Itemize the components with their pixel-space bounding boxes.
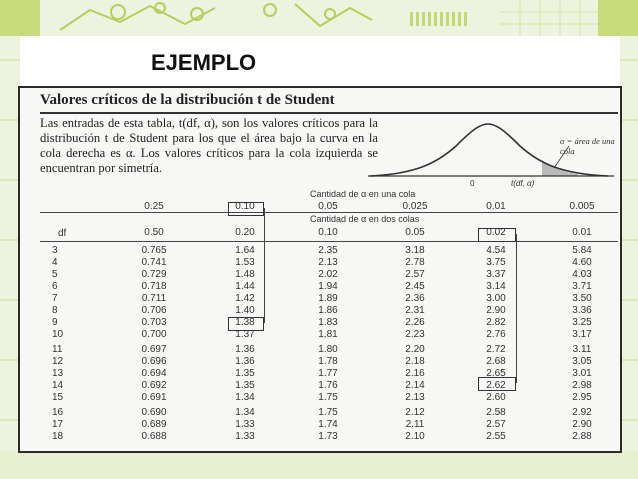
table-cell: 1.64 <box>235 245 255 256</box>
slide-title: EJEMPLO <box>151 50 257 75</box>
table-cell: 1.94 <box>318 281 338 292</box>
header-rule-top <box>40 212 618 213</box>
title-divider <box>40 112 618 114</box>
table-cell: 0.703 <box>141 317 167 328</box>
curve-zero-label: 0 <box>470 179 475 188</box>
df-cell: 9 <box>52 317 58 328</box>
table-cell: 5.84 <box>572 245 592 256</box>
table-cell: 2.36 <box>405 293 425 304</box>
table-cell: 2.92 <box>572 407 592 418</box>
table-cell: 0.700 <box>141 329 167 340</box>
table-cell: 2.16 <box>405 368 425 379</box>
header-rule-bottom <box>40 241 618 242</box>
curve-area-label: α = área de una cola <box>560 136 615 156</box>
table-cell: 4.03 <box>572 269 592 280</box>
table-cell: 1.48 <box>235 269 255 280</box>
table-cell: 2.98 <box>572 380 592 391</box>
table-cell: 0.765 <box>141 245 167 256</box>
table-cell: 1.73 <box>318 431 338 442</box>
table-cell: 0.691 <box>141 392 167 403</box>
table-cell: 1.40 <box>235 305 255 316</box>
df-cell: 5 <box>52 269 58 280</box>
table-cell: 2.31 <box>405 305 425 316</box>
table-cell: 2.82 <box>486 317 506 328</box>
two-tail-caption: Cantidad de α en dos colas <box>310 214 420 224</box>
table-cell: 2.62 <box>486 380 506 391</box>
table-title: Valores críticos de la distribución t de Student <box>40 92 335 108</box>
one-tail-alpha: 0.05 <box>318 201 338 212</box>
table-cell: 0.694 <box>141 368 167 379</box>
table-cell: 2.11 <box>405 419 425 430</box>
table-cell: 3.00 <box>486 293 506 304</box>
df-cell: 3 <box>52 245 58 256</box>
table-cell: 2.76 <box>486 329 506 340</box>
table-cell: 0.706 <box>141 305 167 316</box>
table-cell: 3.71 <box>572 281 592 292</box>
df-cell: 18 <box>52 431 64 442</box>
table-cell: 1.34 <box>235 392 255 403</box>
table-cell: 2.57 <box>486 419 506 430</box>
table-cell: 0.690 <box>141 407 167 418</box>
table-cell: 0.729 <box>141 269 167 280</box>
table-cell: 3.17 <box>572 329 592 340</box>
table-cell: 2.14 <box>405 380 425 391</box>
table-cell: 3.18 <box>405 245 425 256</box>
table-cell: 2.57 <box>405 269 425 280</box>
table-cell: 0.696 <box>141 356 167 367</box>
table-cell: 2.13 <box>405 392 425 403</box>
table-cell: 0.711 <box>141 293 167 304</box>
table-cell: 1.89 <box>318 293 338 304</box>
two-tail-alpha: 0.10 <box>318 227 338 238</box>
connector-vertical-010 <box>264 208 265 323</box>
table-cell: 3.37 <box>486 269 506 280</box>
table-cell: 2.45 <box>405 281 425 292</box>
highlight-box-value-138 <box>228 317 264 331</box>
table-cell: 1.76 <box>318 380 338 391</box>
one-tail-alpha: 0.025 <box>402 201 428 212</box>
table-cell: 2.18 <box>405 356 425 367</box>
table-cell: 0.688 <box>141 431 167 442</box>
df-cell: 7 <box>52 293 58 304</box>
table-cell: 1.33 <box>235 431 255 442</box>
table-cell: 1.83 <box>318 317 338 328</box>
table-cell: 0.689 <box>141 419 167 430</box>
table-cell: 1.35 <box>235 380 255 391</box>
table-cell: 2.13 <box>318 257 338 268</box>
one-tail-alpha: 0.005 <box>569 201 595 212</box>
table-cell: 2.58 <box>486 407 506 418</box>
df-cell: 15 <box>52 392 64 403</box>
table-cell: 0.692 <box>141 380 167 391</box>
table-cell: 1.77 <box>318 368 338 379</box>
df-cell: 14 <box>52 380 64 391</box>
table-cell: 3.25 <box>572 317 592 328</box>
df-cell: 11 <box>52 344 63 355</box>
df-cell: 13 <box>52 368 64 379</box>
df-cell: 4 <box>52 257 58 268</box>
highlight-box-value-262 <box>478 377 516 391</box>
one-tail-caption: Cantidad de α en una cola <box>310 189 416 199</box>
table-cell: 4.54 <box>486 245 506 256</box>
table-cell: 2.26 <box>405 317 425 328</box>
table-cell: 3.01 <box>572 368 592 379</box>
table-cell: 3.11 <box>572 344 592 355</box>
table-cell: 2.20 <box>405 344 425 355</box>
df-cell: 6 <box>52 281 58 292</box>
table-cell: 1.42 <box>235 293 255 304</box>
table-cell: 2.90 <box>572 419 592 430</box>
shaded-tail-area <box>542 160 578 176</box>
df-cell: 12 <box>52 356 64 367</box>
df-cell: 10 <box>52 329 64 340</box>
table-cell: 2.90 <box>486 305 506 316</box>
table-cell: 2.12 <box>405 407 425 418</box>
table-cell: 2.35 <box>318 245 338 256</box>
one-tail-alpha: 0.01 <box>486 201 506 212</box>
table-cell: 2.68 <box>486 356 506 367</box>
table-cell: 1.81 <box>318 329 338 340</box>
table-cell: 1.80 <box>318 344 338 355</box>
table-cell: 1.38 <box>235 317 255 328</box>
table-cell: 1.36 <box>235 356 255 367</box>
table-cell: 1.74 <box>318 419 338 430</box>
table-cell: 2.60 <box>486 392 506 403</box>
connector-vertical-002 <box>516 234 517 383</box>
table-cell: 3.75 <box>486 257 506 268</box>
table-cell: 0.718 <box>141 281 167 292</box>
table-cell: 1.34 <box>235 407 255 418</box>
df-cell: 8 <box>52 305 58 316</box>
table-cell: 1.35 <box>235 368 255 379</box>
table-cell: 3.14 <box>486 281 506 292</box>
table-cell: 2.88 <box>572 431 592 442</box>
two-tail-alpha: 0.05 <box>405 227 425 238</box>
table-cell: 1.78 <box>318 356 338 367</box>
table-cell: 1.36 <box>235 344 255 355</box>
intro-paragraph: Las entradas de esta tabla, t(df, α), son los valores críticos para la distribución t de Student para los que el área bajo la curva en la cola derecha es α. Los valores críticos para la cola izquierda se encuentran por simetría. <box>40 116 378 175</box>
t-table-document <box>20 88 620 451</box>
table-cell: 0.697 <box>141 344 167 355</box>
table-cell: 2.02 <box>318 269 338 280</box>
table-cell: 1.37 <box>235 329 255 340</box>
table-cell: 3.36 <box>572 305 592 316</box>
df-cell: 16 <box>52 407 64 418</box>
one-tail-alpha: 0.25 <box>144 201 164 212</box>
one-tail-alpha: 0.10 <box>235 201 255 212</box>
table-cell: 4.60 <box>572 257 592 268</box>
two-tail-alpha: 0.50 <box>144 227 164 238</box>
table-cell: 2.95 <box>572 392 592 403</box>
table-cell: 2.65 <box>486 368 506 379</box>
table-cell: 1.86 <box>318 305 338 316</box>
curve-t-label: t(df, α) <box>511 179 535 188</box>
two-tail-alpha: 0.20 <box>235 227 255 238</box>
table-cell: 1.53 <box>235 257 255 268</box>
table-cell: 2.23 <box>405 329 425 340</box>
table-cell: 1.75 <box>318 392 338 403</box>
two-tail-alpha: 0.02 <box>486 227 506 238</box>
table-cell: 2.72 <box>486 344 506 355</box>
table-cell: 1.44 <box>235 281 255 292</box>
df-cell: 17 <box>52 419 64 430</box>
table-cell: 0.741 <box>141 257 167 268</box>
table-cell: 3.05 <box>572 356 592 367</box>
table-cell: 1.75 <box>318 407 338 418</box>
df-column-header: df <box>58 228 67 239</box>
table-cell: 1.33 <box>235 419 255 430</box>
table-cell: 2.10 <box>405 431 425 442</box>
two-tail-alpha: 0.01 <box>572 227 592 238</box>
table-cell: 3.50 <box>572 293 592 304</box>
table-cell: 2.55 <box>486 431 506 442</box>
table-cell: 2.78 <box>405 257 425 268</box>
